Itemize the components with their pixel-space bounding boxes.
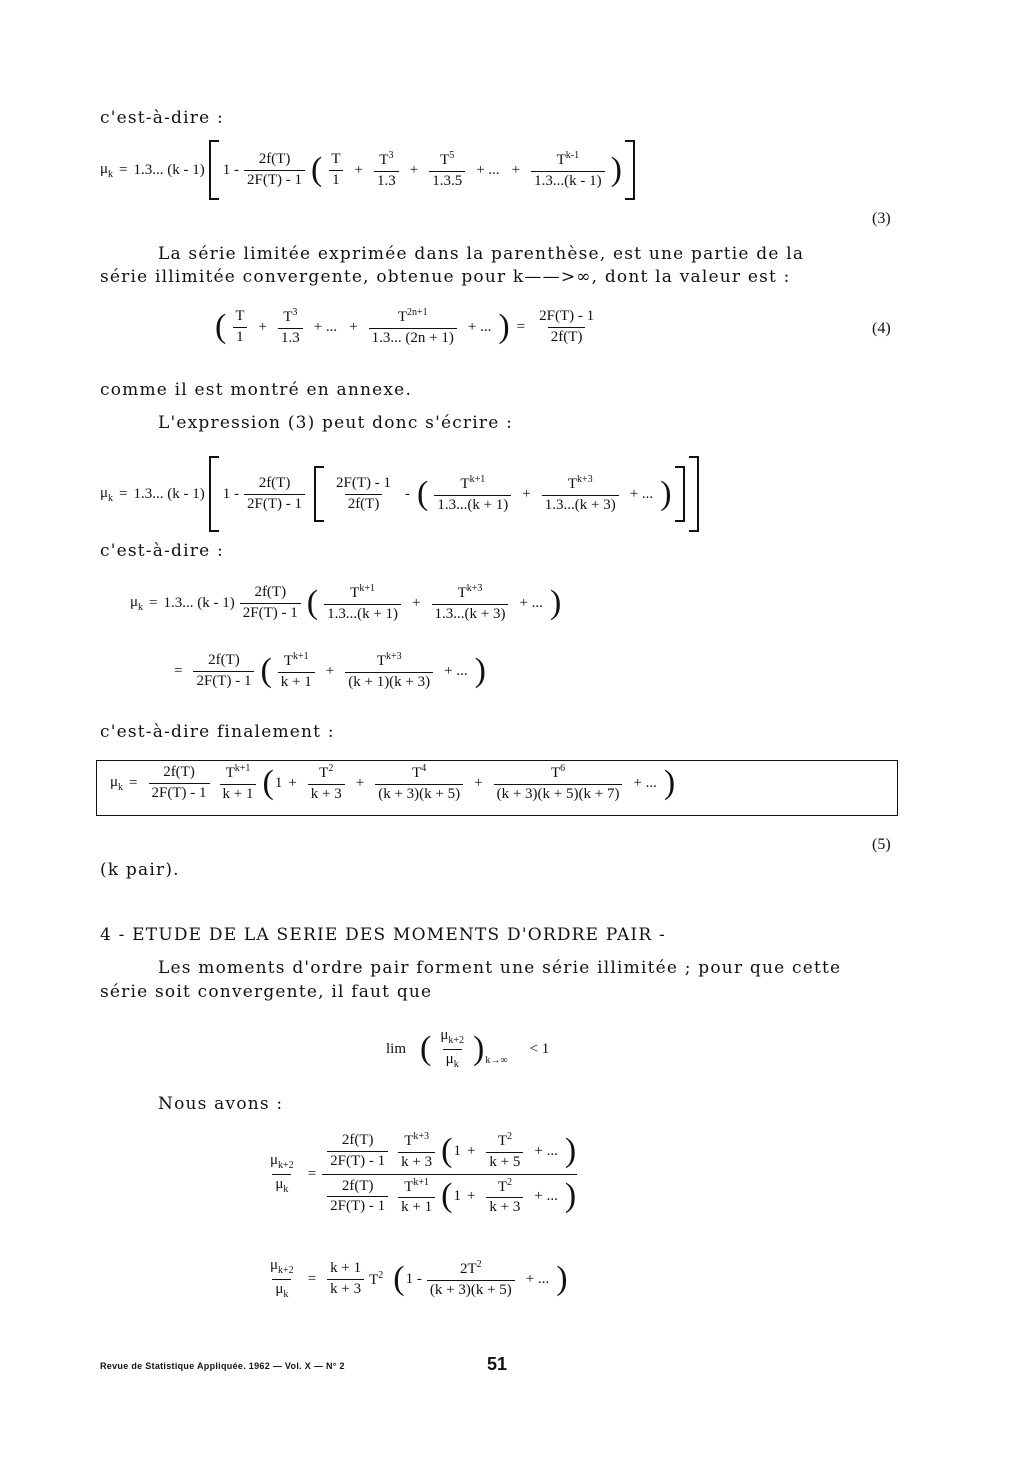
equation-number: (4) xyxy=(872,320,891,337)
text-line: c'est-à-dire : xyxy=(100,108,224,128)
text-line: Les moments d'ordre pair forment une série illimitée ; pour que cette xyxy=(158,958,842,978)
text-line: Nous avons : xyxy=(158,1094,284,1114)
section-heading: 4 - ETUDE DE LA SERIE DES MOMENTS D'ORDRE PAIR - xyxy=(100,925,666,945)
mu-symbol: $\mu_k$ xyxy=(100,160,114,180)
text-line: c'est-à-dire : xyxy=(100,541,224,561)
equation-ratio-final: $\frac{\mu_{k+2}}{\mu_k}$ = $\frac{k + 1}{k + 3}$ $T^2$ ( 1 - $\frac{2T^2}{(k + 3)(k + 5)}$ + ... ) xyxy=(270,1257,568,1300)
page-number: 51 xyxy=(487,1354,508,1374)
text-line: comme il est montré en annexe. xyxy=(100,380,413,400)
text-line: série illimitée convergente, obtenue pour k——>∞, dont la valeur est : xyxy=(100,267,791,287)
equation-4: ( $\frac{T}{1}$ + $\frac{T^3}{1.3}$ + ... + $\frac{T^{2n+1}}{1.3... (2n + 1)}$ + ... ) = $\frac{2F(T) - 1}{2f(T)}$ xyxy=(215,307,595,346)
equation-5: $\mu_k$ = $\frac{2f(T)}{2F(T) - 1}$ $\frac{T^{k+1}}{k + 1}$ ( 1 + $\frac{T^2}{k + 3}$ + $\frac{T^4}{(k + 3)(k + 5)}$ + $\frac{T^6}{(k + 3)(k + 5)(k + 7)}$ + ... ) xyxy=(110,763,676,802)
equation-number: (3) xyxy=(872,210,891,227)
text-line: La série limitée exprimée dans la parenthèse, est une partie de la xyxy=(158,244,805,264)
equation-limit: lim ( $\frac{\mu_{k+2}}{\mu_k}$ ) $_{k\to\infty}$ < 1 xyxy=(386,1027,550,1070)
equation-3: $\mu_k$ = 1.3... (k - 1) 1 - $\frac{2f(T)}{2F(T) - 1}$ ( $\frac{T}{1}$ + $\frac{T^3}{1.3}$ + $\frac{T^5}{1.3.5}$ + ... + $\frac{T^{k-1}}{1.3...(k - 1)}$ ) xyxy=(100,140,637,200)
equation-number: (5) xyxy=(872,836,891,853)
text-line: c'est-à-dire finalement : xyxy=(100,722,335,742)
equation-mu-k: $\mu_k$ = 1.3... (k - 1) $\frac{2f(T)}{2F(T) - 1}$ ( $\frac{T^{k+1}}{1.3...(k + 1)}$ + $\frac{T^{k+3}}{1.3...(k + 3)}$ + ... ) xyxy=(130,583,562,622)
footer-journal: Revue de Statistique Appliquée. 1962 — Vol. X — N° 2 xyxy=(100,1361,345,1371)
equation-expanded: $\mu_k$ = 1.3... (k - 1) 1 - $\frac{2f(T)}{2F(T) - 1}$ $\frac{2F(T) - 1}{2f(T)}$ - ( $\frac{T^{k+1}}{1.3...(k + 1)}$ + $\frac{T^{k+3}}{1.3...(k + 3)}$ + ... ) xyxy=(100,456,701,532)
text-line: série soit convergente, il faut que xyxy=(100,982,433,1002)
text-line: (k pair). xyxy=(100,860,180,880)
equation-mu-k-simplified: = $\frac{2f(T)}{2F(T) - 1}$ ( $\frac{T^{k+1}}{k + 1}$ + $\frac{T^{k+3}}{(k + 1)(k + 3)}$ + ... ) xyxy=(174,651,486,690)
equation-ratio: $\frac{\mu_{k+2}}{\mu_k}$ = $\frac{2f(T)}{2F(T) - 1}$ $\frac{T^{k+3}}{k + 3}$ ( 1 + $\frac{T^2}{k + 5}$ + ... ) $\frac{2f(T)}{2F(T) - 1}$ $\frac{T^{k+1}}{k + 1}$ ( 1 + $\frac{T^2}{k + 3}$ + ... ) xyxy=(270,1131,577,1216)
text-line: L'expression (3) peut donc s'écrire : xyxy=(158,413,514,433)
